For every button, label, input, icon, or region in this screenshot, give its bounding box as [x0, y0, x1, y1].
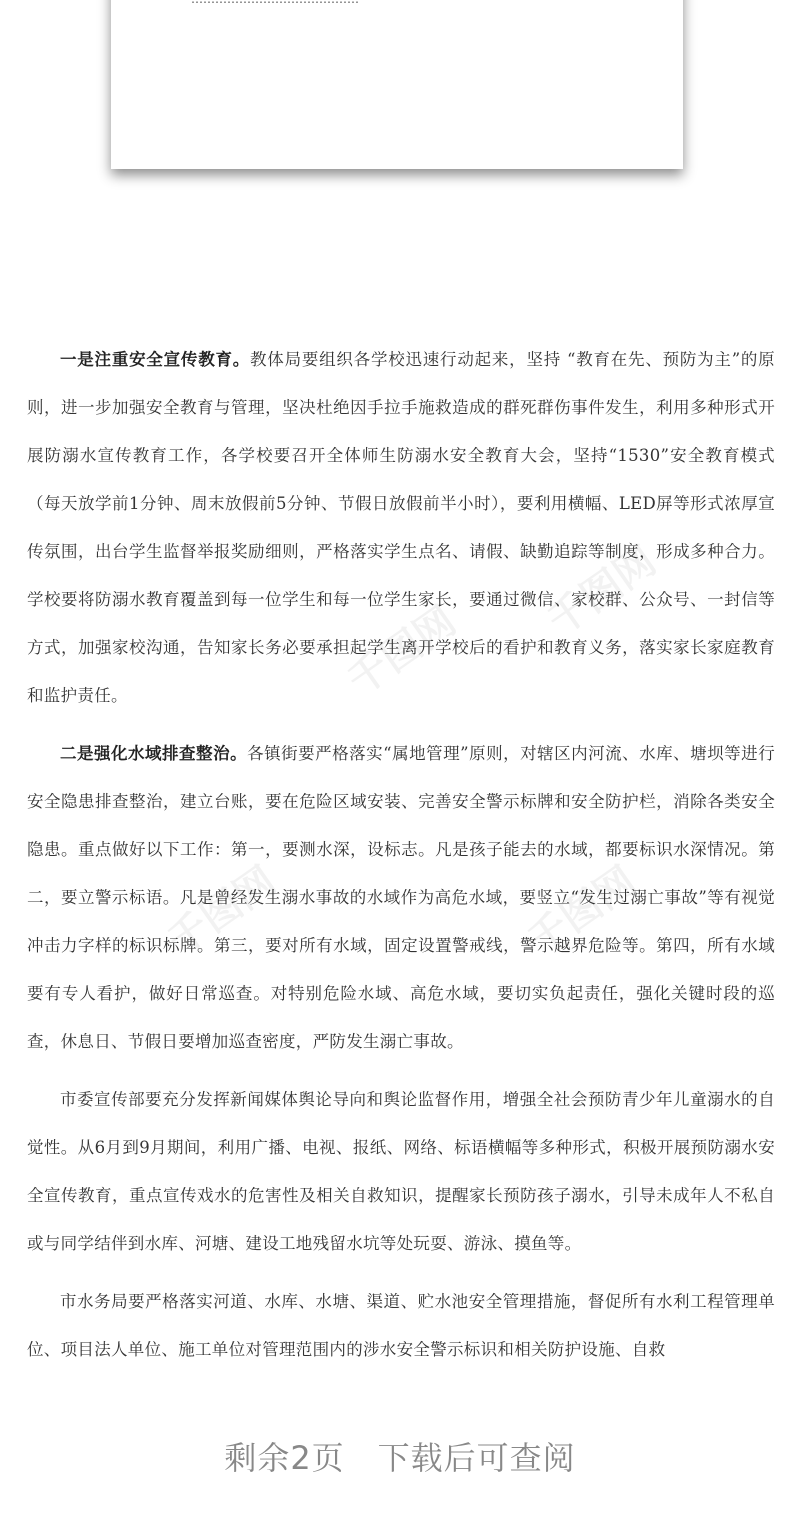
- remaining-pages-notice[interactable]: 剩余2页 下载后可查阅: [224, 1439, 576, 1477]
- paragraph-text: 教体局要组织各学校迅速行动起来，坚持 “教育在先、预防为主”的原则，进一步加强安全教育与管理，坚决杜绝因手拉手施救造成的群死群伤事件发生，利用多种形式开展防溺水宣传教育工作，各学校要召开全体师生防溺水安全教育大会，坚持“1530”安全教育模式（每天放学前1分钟、周末放假前5分钟、节假日放假前半小时），要利用横幅、LED屏等形式浓厚宣传氛围，出台学生监督举报奖励细则，严格落实学生点名、请假、缺勤追踪等制度，形成多种合力。学校要将防溺水教育覆盖到每一位学生和每一位学生家长，要通过微信、家校群、公众号、一封信等方式，加强家校沟通，告知家长务必要承担起学生离开学校后的看护和教育义务，落实家长家庭教育和监护责任。: [27, 350, 775, 705]
- preview-card-partial-text: [191, 0, 491, 4]
- paragraph-water-inspection: [27, 730, 775, 1066]
- paragraph-text: 市水务局要严格落实河道、水库、水塘、渠道、贮水池安全管理措施，督促所有水利工程管理单位、项目法人单位、施工单位对管理范围内的涉水安全警示标识和相关防护设施、自救: [27, 1292, 775, 1359]
- document-preview-card: [111, 0, 683, 169]
- watermark: 千图网: [519, 858, 645, 965]
- paragraph-safety-education: [27, 336, 775, 720]
- paragraph-water-affairs-bureau: [27, 1278, 775, 1374]
- watermark: 千图网: [539, 538, 665, 645]
- paragraph-text: 市委宣传部要充分发挥新闻媒体舆论导向和舆论监督作用，增强全社会预防青少年儿童溺水的自觉性。从6月到9月期间，利用广播、电视、报纸、网络、标语横幅等多种形式，积极开展预防溺水安全宣传教育，重点宣传戏水的危害性及相关自救知识，提醒家长预防孩子溺水，引导未成年人不私自或与同学结伴到水库、河塘、建设工地残留水坑等处玩耍、游泳、摸鱼等。: [27, 1090, 775, 1253]
- paragraph-publicity-department: [27, 1076, 775, 1268]
- watermark: 千图网: [159, 858, 285, 965]
- paragraph-text: 各镇街要严格落实“属地管理”原则，对辖区内河流、水库、塘坝等进行安全隐患排查整治，建立台账，要在危险区域安装、完善安全警示标牌和安全防护栏，消除各类安全隐患。重点做好以下工作：第一，要测水深，设标志。凡是孩子能去的水域，都要标识水深情况。第二，要立警示标语。凡是曾经发生溺水事故的水域作为高危水域，要竖立“发生过溺亡事故”等有视觉冲击力字样的标识标牌。第三，要对所有水域，固定设置警戒线，警示越界危险等。第四，所有水域要有专人看护，做好日常巡查。对特别危险水域、高危水域，要切实负起责任，强化关键时段的巡查，休息日、节假日要增加巡查密度，严防发生溺亡事故。: [27, 744, 775, 1051]
- document-body: [27, 336, 775, 1384]
- paragraph-heading: 二是强化水域排查整治。: [60, 744, 248, 763]
- watermark: 千图网: [339, 598, 465, 705]
- paragraph-heading: 一是注重安全宣传教育。: [60, 350, 251, 369]
